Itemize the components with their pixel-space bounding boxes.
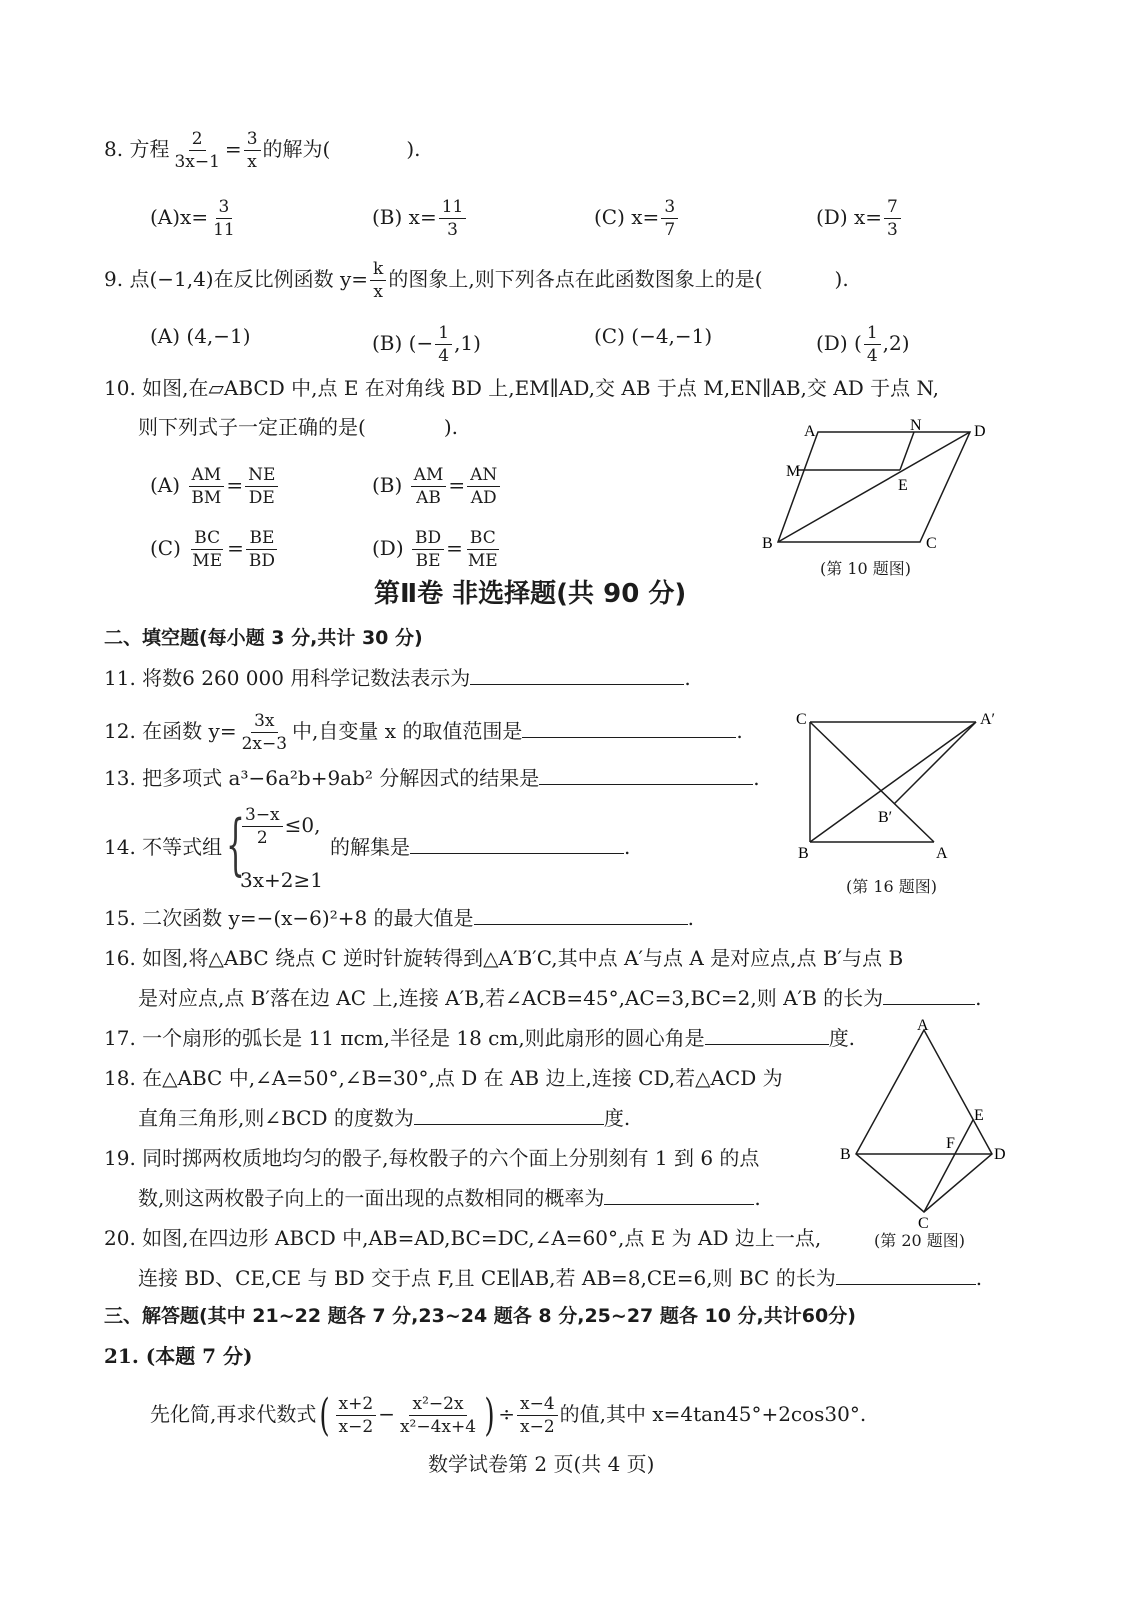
q10-line1: 10. 如图,在▱ABCD 中,点 E 在对角线 BD 上,EM∥AD,交 AB 于点 M,EN∥AB,交 AD 于点 N, [104, 376, 940, 400]
q11: 11. 将数6 260 000 用科学记数法表示为 . [104, 666, 691, 690]
figure-10 [760, 414, 1000, 579]
label-b-prime: B′ [878, 809, 893, 826]
answer-blank[interactable] [410, 835, 624, 854]
q16-line1: 16. 如图,将△ABC 绕点 C 逆时针旋转得到△A′B′C,其中点 A′与点 A 是对应点,点 B′与点 B [104, 946, 904, 970]
label-c: C [926, 535, 937, 552]
label-b: B [762, 535, 773, 552]
part-2-title: 第Ⅱ卷 非选择题(共 90 分) [374, 579, 687, 609]
answer-blank[interactable] [522, 719, 736, 738]
label-b: B [798, 845, 809, 862]
label-b: B [840, 1146, 851, 1163]
diagonal-bd [778, 432, 970, 542]
parallelogram-diagram [760, 414, 1000, 574]
q15: 15. 二次函数 y=−(x−6)²+8 的最大值是 . [104, 906, 694, 930]
figure-16 [790, 704, 1010, 869]
figure-20 [836, 1016, 1016, 1241]
label-e: E [974, 1107, 984, 1124]
q10-line2: 则下列式子一定正确的是( ). [138, 415, 458, 439]
q8-option-b[interactable]: (B) x= $\frac{11}{3}$ [372, 196, 468, 241]
q9-stem: 9. 点(−1,4)在反比例函数 y= $\frac{k}{x}$ 的图象上,则下列各点在此函数图象上的是( ). [104, 259, 849, 302]
q8-option-d[interactable]: (D) x= $\frac{7}{3}$ [816, 196, 903, 241]
answer-blank[interactable] [474, 906, 688, 925]
brace: { [226, 806, 245, 883]
label-e: E [898, 477, 908, 494]
q9-option-b[interactable]: (B) (− $\frac{1}{4}$ ,1) [372, 323, 481, 366]
label-n: N [910, 417, 922, 434]
answer-blank[interactable] [539, 766, 753, 785]
label-m: M [786, 463, 801, 480]
q21-expression: 先化简,再求代数式( $\frac{x+2}{x-2}$ − $\frac{\text{x²−2x}}{\text{x²−4x+4}}$ ) ÷ $\frac{x-4}{x-2}$ 的值,其中 x=4tan45°+2cos30°. [150, 1389, 867, 1441]
q21-head: 21. (本题 7 分) [104, 1344, 253, 1368]
label-a: A [804, 423, 816, 440]
answer-blank[interactable] [470, 666, 684, 685]
fraction: $\frac{2}{3x-1}$ [174, 129, 220, 172]
q20-line1: 20. 如图,在四边形 ABCD 中,AB=AD,BC=DC,∠A=60°,点 E 为 AD 边上一点, [104, 1226, 822, 1250]
q9-option-a[interactable]: (A) (4,−1) [150, 324, 251, 348]
q9-option-c[interactable]: (C) (−4,−1) [594, 324, 713, 348]
q14-ineq1: $\frac{3-x}{2}$ ≤0, [240, 804, 321, 849]
q9-option-d[interactable]: (D) ( $\frac{1}{4}$ ,2) [816, 323, 910, 366]
label-a-prime: A′ [980, 711, 996, 728]
section-3-title: 三、解答题(其中 21~22 题各 7 分,23~24 题各 8 分,25~27 题各 10 分,共计60分) [104, 1305, 856, 1327]
q10-option-c[interactable]: (C) $\frac{BC}{ME}$ = $\frac{BE}{BD}$ [150, 527, 280, 572]
label-d: D [974, 423, 986, 440]
label-f: F [946, 1135, 955, 1152]
q10-option-d[interactable]: (D) $\frac{BD}{BE}$ = $\frac{BC}{ME}$ [372, 528, 498, 571]
q12: 12. 在函数 y= $\frac{3x}{2x-3}$ 中,自变量 x 的取值范围是 . [104, 711, 743, 754]
quadrilateral-abcd [856, 1030, 992, 1212]
figure-20-caption: (第 20 题图) [874, 1231, 966, 1250]
q8-option-a[interactable]: (A)x= $\frac{3}{11}$ [150, 197, 235, 240]
segment-ce [924, 1120, 973, 1212]
q10-option-a[interactable]: (A) $\frac{AM}{BM}$ = $\frac{NE}{DE}$ [150, 464, 280, 509]
q16-line2: 是对应点,点 B′落在边 AC 上,连接 A′B,若∠ACB=45°,AC=3,BC=2,则 A′B 的长为 . [138, 986, 982, 1010]
q19-line2: 数,则这两枚骰子向上的一面出现的点数相同的概率为 . [138, 1186, 761, 1210]
segment-en [900, 432, 914, 470]
q14-label: 14. 不等式组 [104, 835, 223, 859]
q19-line1: 19. 同时掷两枚质地均匀的骰子,每枚骰子的六个面上分别刻有 1 到 6 的点 [104, 1146, 760, 1170]
quadrilateral-diagram [836, 1016, 1016, 1236]
fraction: $\frac{3}{x}$ [244, 128, 261, 173]
figure-16-caption: (第 16 题图) [846, 877, 938, 896]
figure-10-caption: (第 10 题图) [820, 559, 912, 578]
answer-blank[interactable] [604, 1186, 754, 1205]
q8-option-c[interactable]: (C) x= $\frac{3}{7}$ [594, 196, 680, 241]
section-2-title: 二、填空题(每小题 3 分,共计 30 分) [104, 627, 423, 649]
q17: 17. 一个扇形的弧长是 11 πcm,半径是 18 cm,则此扇形的圆心角是 度. [104, 1026, 856, 1050]
rotation-diagram [790, 704, 1010, 864]
q18-line2: 直角三角形,则∠BCD 的度数为 度. [138, 1106, 631, 1130]
q10-option-b[interactable]: (B) $\frac{AM}{AB}$ = $\frac{AN}{AD}$ [372, 464, 502, 509]
q18-line1: 18. 在△ABC 中,∠A=50°,∠B=30°,点 D 在 AB 边上,连接 CD,若△ACD 为 [104, 1066, 783, 1090]
page-footer: 数学试卷第 2 页(共 4 页) [428, 1452, 655, 1476]
label-a: A [917, 1017, 929, 1034]
answer-blank[interactable] [883, 986, 975, 1005]
q13: 13. 把多项式 a³−6a²b+9ab² 分解因式的结果是 . [104, 766, 760, 790]
answer-blank[interactable] [414, 1106, 604, 1125]
label-c: C [796, 711, 807, 728]
label-a: A [936, 845, 948, 862]
q20-line2: 连接 BD、CE,CE 与 BD 交于点 F,且 CE∥AB,若 AB=8,CE=6,则 BC 的长为 . [138, 1266, 983, 1290]
label-c: C [918, 1215, 929, 1232]
answer-blank[interactable] [836, 1266, 976, 1285]
label-d: D [994, 1146, 1006, 1163]
q14-ineq2: 3x+2≥1 [240, 868, 323, 892]
q8-stem: 8. 方程 $\frac{2}{3x-1}$ = $\frac{3}{x}$ 的解为( ). [104, 129, 421, 172]
q14-tail: 的解集是 . [330, 835, 631, 859]
answer-blank[interactable] [705, 1026, 829, 1045]
